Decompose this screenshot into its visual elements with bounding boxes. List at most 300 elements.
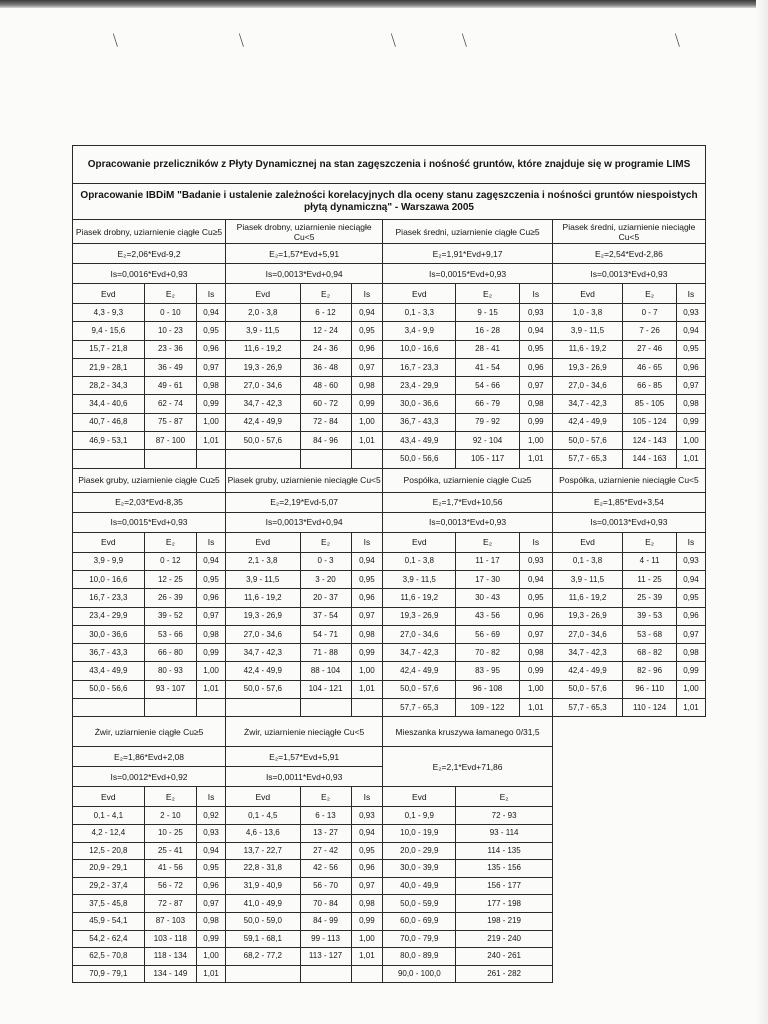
table-cell: 17 - 30 bbox=[456, 570, 519, 588]
table-cell: 30,0 - 39,9 bbox=[383, 860, 456, 878]
scan-right-edge bbox=[756, 0, 768, 1024]
table-cell: 57,7 - 65,3 bbox=[552, 450, 622, 468]
table-cell: 27,0 - 34,6 bbox=[226, 377, 300, 395]
column-header: Evd bbox=[226, 284, 300, 304]
table-cell: 20,0 - 29,9 bbox=[383, 842, 456, 860]
table-cell: 1,00 bbox=[197, 662, 226, 680]
table-cell bbox=[226, 965, 300, 983]
table-cell: 0,1 - 3,8 bbox=[383, 552, 456, 570]
table-cell: 11,6 - 19,2 bbox=[226, 589, 300, 607]
table-cell: 11,6 - 19,2 bbox=[552, 589, 622, 607]
hole-punch-mark: ⟋ bbox=[455, 31, 475, 49]
column-header: E₂ bbox=[300, 532, 351, 552]
table-cell bbox=[300, 965, 351, 983]
table-cell: 20,9 - 29,1 bbox=[73, 860, 145, 878]
table-cell: 37 - 54 bbox=[300, 607, 351, 625]
table-cell: 0,96 bbox=[197, 340, 226, 358]
table-cell: 1,01 bbox=[676, 699, 705, 717]
table-cell: 48 - 60 bbox=[300, 377, 351, 395]
table-cell: 177 - 198 bbox=[456, 895, 553, 913]
table-cell: 0,99 bbox=[197, 395, 226, 413]
table-cell: 4,3 - 9,3 bbox=[73, 304, 145, 322]
table-cell: 0,93 bbox=[197, 824, 226, 842]
hole-punch-mark: ⟋ bbox=[232, 31, 252, 49]
e2-formula: E₂=1,85*Evd+3,54 bbox=[552, 492, 705, 512]
table-cell: 28,2 - 34,3 bbox=[73, 377, 145, 395]
column-header: Is bbox=[351, 284, 383, 304]
table-cell: 42,4 - 49,9 bbox=[226, 662, 300, 680]
table-cell: 9 - 15 bbox=[456, 304, 519, 322]
table-cell: 6 - 13 bbox=[300, 807, 351, 825]
column-header: Is bbox=[676, 532, 705, 552]
table-cell: 85 - 105 bbox=[623, 395, 677, 413]
table-cell: 12 - 24 bbox=[300, 322, 351, 340]
table-cell bbox=[351, 699, 383, 717]
table-cell: 46 - 65 bbox=[623, 358, 677, 376]
table-cell: 72 - 93 bbox=[456, 807, 553, 825]
soil-type-name: Żwir, uziarnienie ciągłe Cu≥5 bbox=[73, 717, 226, 747]
table-cell: 31,9 - 40,9 bbox=[226, 877, 300, 895]
table-cell: 105 - 124 bbox=[623, 413, 677, 431]
table-cell: 109 - 122 bbox=[456, 699, 519, 717]
table-cell: 0 - 12 bbox=[144, 552, 196, 570]
table-cell: 19,3 - 26,9 bbox=[552, 607, 622, 625]
table-cell: 0,1 - 9,9 bbox=[383, 807, 456, 825]
table-cell: 16,7 - 23,3 bbox=[73, 589, 145, 607]
table-cell: 70,9 - 79,1 bbox=[73, 965, 145, 983]
table-cell: 21,9 - 28,1 bbox=[73, 358, 145, 376]
column-header: E₂ bbox=[300, 787, 351, 807]
column-header: Evd bbox=[383, 284, 456, 304]
table-cell: 75 - 87 bbox=[144, 413, 196, 431]
table-cell: 56 - 70 bbox=[300, 877, 351, 895]
table-cell: 62,5 - 70,8 bbox=[73, 948, 145, 966]
table-cell: 66 - 85 bbox=[623, 377, 677, 395]
table-cell: 23,4 - 29,9 bbox=[73, 607, 145, 625]
table-cell: 10,0 - 19,9 bbox=[383, 824, 456, 842]
table-cell: 6 - 12 bbox=[300, 304, 351, 322]
table-cell: 0,98 bbox=[351, 895, 383, 913]
table-cell: 36 - 49 bbox=[144, 358, 196, 376]
table-cell: 27,0 - 34,6 bbox=[552, 625, 622, 643]
table-cell: 27,0 - 34,6 bbox=[226, 625, 300, 643]
table-cell: 13,7 - 22,7 bbox=[226, 842, 300, 860]
table-cell: 0,97 bbox=[351, 607, 383, 625]
e2-formula: E₂=2,1*Evd+71,86 bbox=[383, 747, 553, 787]
table-cell: 4 - 11 bbox=[623, 552, 677, 570]
table-cell: 30,0 - 36,6 bbox=[383, 395, 456, 413]
table-cell: 49 - 61 bbox=[144, 377, 196, 395]
table-cell: 0,95 bbox=[676, 589, 705, 607]
table-cell: 50,0 - 59,0 bbox=[226, 912, 300, 930]
table-cell: 50,0 - 56,6 bbox=[73, 680, 145, 698]
table-cell: 34,7 - 42,3 bbox=[552, 644, 622, 662]
is-formula: Is=0,0011*Evd+0,93 bbox=[226, 767, 383, 787]
table-cell: 0,1 - 4,5 bbox=[226, 807, 300, 825]
table-cell: 156 - 177 bbox=[456, 877, 553, 895]
table-cell: 34,7 - 42,3 bbox=[226, 395, 300, 413]
is-formula: Is=0,0013*Evd+0,93 bbox=[552, 264, 705, 284]
table-cell: 0,95 bbox=[519, 340, 552, 358]
table-cell: 24 - 36 bbox=[300, 340, 351, 358]
correlation-table bbox=[72, 145, 706, 983]
table-cell: 11,6 - 19,2 bbox=[383, 589, 456, 607]
table-cell: 41 - 56 bbox=[144, 860, 196, 878]
table-cell: 1,0 - 3,8 bbox=[552, 304, 622, 322]
table-cell: 23,4 - 29,9 bbox=[383, 377, 456, 395]
table-cell: 30 - 43 bbox=[456, 589, 519, 607]
table-cell: 1,00 bbox=[676, 680, 705, 698]
table-cell: 27 - 46 bbox=[623, 340, 677, 358]
table-cell: 28 - 41 bbox=[456, 340, 519, 358]
table-cell: 0,96 bbox=[351, 340, 383, 358]
table-cell: 1,01 bbox=[197, 680, 226, 698]
table-cell: 36,7 - 43,3 bbox=[73, 644, 145, 662]
table-cell: 0,93 bbox=[351, 807, 383, 825]
table-cell: 261 - 282 bbox=[456, 965, 553, 983]
table-cell: 0,99 bbox=[351, 395, 383, 413]
table-cell: 10,0 - 16,6 bbox=[73, 570, 145, 588]
table-cell: 103 - 118 bbox=[144, 930, 196, 948]
table-cell: 1,00 bbox=[197, 948, 226, 966]
table-cell: 1,00 bbox=[351, 413, 383, 431]
table-cell: 0,99 bbox=[197, 930, 226, 948]
table-cell: 11 - 25 bbox=[623, 570, 677, 588]
table-cell: 0,93 bbox=[676, 304, 705, 322]
column-header: Evd bbox=[226, 787, 300, 807]
table-cell: 3,9 - 11,5 bbox=[226, 570, 300, 588]
table-cell: 41,0 - 49,9 bbox=[226, 895, 300, 913]
is-formula: Is=0,0012*Evd+0,92 bbox=[73, 767, 226, 787]
e2-formula: E₂=2,03*Evd-8,35 bbox=[73, 492, 226, 512]
table-cell: 0,95 bbox=[197, 570, 226, 588]
table-cell: 240 - 261 bbox=[456, 948, 553, 966]
table-cell: 2 - 10 bbox=[144, 807, 196, 825]
table-cell: 0,95 bbox=[351, 570, 383, 588]
table-cell: 3,9 - 9,9 bbox=[73, 552, 145, 570]
table-cell: 3,9 - 11,5 bbox=[552, 322, 622, 340]
column-header: Is bbox=[519, 284, 552, 304]
table-cell: 19,3 - 26,9 bbox=[226, 358, 300, 376]
table-cell: 80,0 - 89,9 bbox=[383, 948, 456, 966]
table-cell: 34,7 - 42,3 bbox=[226, 644, 300, 662]
table-cell bbox=[73, 699, 145, 717]
table-cell: 1,01 bbox=[197, 965, 226, 983]
table-cell: 0,94 bbox=[519, 322, 552, 340]
table-cell: 0,97 bbox=[197, 607, 226, 625]
table-cell: 88 - 104 bbox=[300, 662, 351, 680]
soil-type-name: Piasek średni, uziarnienie ciągłe Cu≥5 bbox=[383, 220, 553, 244]
table-cell: 0,97 bbox=[197, 358, 226, 376]
e2-formula: E₂=1,91*Evd+9,17 bbox=[383, 244, 553, 264]
table-cell: 34,7 - 42,3 bbox=[383, 644, 456, 662]
table-cell bbox=[300, 450, 351, 468]
table-cell: 70 - 84 bbox=[300, 895, 351, 913]
column-header: Is bbox=[676, 284, 705, 304]
table-cell: 1,01 bbox=[676, 450, 705, 468]
table-cell: 1,00 bbox=[519, 680, 552, 698]
table-cell: 0,98 bbox=[676, 644, 705, 662]
table-cell: 84 - 99 bbox=[300, 912, 351, 930]
hole-punch-mark: ⟋ bbox=[384, 31, 404, 49]
is-formula: Is=0,0013*Evd+0,93 bbox=[552, 512, 705, 532]
table-cell: 43 - 56 bbox=[456, 607, 519, 625]
column-header: Evd bbox=[73, 532, 145, 552]
table-cell: 0,94 bbox=[519, 570, 552, 588]
table-cell: 50,0 - 57,6 bbox=[226, 680, 300, 698]
table-cell: 0,94 bbox=[197, 842, 226, 860]
table-cell: 0,99 bbox=[676, 662, 705, 680]
table-cell: 45,9 - 54,1 bbox=[73, 912, 145, 930]
table-cell: 0,97 bbox=[519, 625, 552, 643]
soil-type-name: Piasek średni, uziarnienie nieciągłe Cu<5 bbox=[552, 220, 705, 244]
table-cell bbox=[197, 450, 226, 468]
table-cell: 0,98 bbox=[351, 377, 383, 395]
table-cell: 0,98 bbox=[197, 377, 226, 395]
table-cell: 0,99 bbox=[519, 413, 552, 431]
table-cell: 68 - 82 bbox=[623, 644, 677, 662]
table-cell: 27,0 - 34,6 bbox=[383, 625, 456, 643]
table-cell: 37,5 - 45,8 bbox=[73, 895, 145, 913]
table-cell: 43,4 - 49,9 bbox=[383, 432, 456, 450]
table-cell: 0,97 bbox=[519, 377, 552, 395]
table-cell: 19,3 - 26,9 bbox=[552, 358, 622, 376]
table-cell: 40,0 - 49,9 bbox=[383, 877, 456, 895]
column-header: E₂ bbox=[144, 532, 196, 552]
table-cell: 2,0 - 3,8 bbox=[226, 304, 300, 322]
table-cell: 53 - 68 bbox=[623, 625, 677, 643]
table-cell: 71 - 88 bbox=[300, 644, 351, 662]
table-cell: 40,7 - 46,8 bbox=[73, 413, 145, 431]
table-cell: 0,93 bbox=[519, 304, 552, 322]
table-cell bbox=[226, 450, 300, 468]
table-cell: 0,99 bbox=[676, 413, 705, 431]
table-cell: 82 - 96 bbox=[623, 662, 677, 680]
table-cell: 0 - 10 bbox=[144, 304, 196, 322]
empty-area bbox=[552, 717, 705, 983]
table-cell: 0,97 bbox=[351, 877, 383, 895]
table-cell: 16,7 - 23,3 bbox=[383, 358, 456, 376]
table-cell: 96 - 108 bbox=[456, 680, 519, 698]
table-cell: 46,9 - 53,1 bbox=[73, 432, 145, 450]
soil-type-name: Żwir, uziarnienie nieciągłe Cu<5 bbox=[226, 717, 383, 747]
table-cell: 27 - 42 bbox=[300, 842, 351, 860]
soil-type-name: Piasek gruby, uziarnienie nieciągłe Cu<5 bbox=[226, 468, 383, 492]
table-cell: 72 - 87 bbox=[144, 895, 196, 913]
table-cell: 0,96 bbox=[351, 860, 383, 878]
table-cell: 0,94 bbox=[351, 824, 383, 842]
title-ibdim: Opracowanie IBDiM "Badanie i ustalenie zależności korelacyjnych dla oceny stanu zagęszczenia i nośności gruntów niespoistych płytą dynamiczną" - Warszawa 2005 bbox=[73, 184, 706, 220]
table-cell: 39 - 53 bbox=[623, 607, 677, 625]
table-cell: 50,0 - 57,6 bbox=[552, 680, 622, 698]
table-cell: 96 - 110 bbox=[623, 680, 677, 698]
table-cell: 70,0 - 79,9 bbox=[383, 930, 456, 948]
table-cell: 36,7 - 43,3 bbox=[383, 413, 456, 431]
table-cell: 0,99 bbox=[519, 662, 552, 680]
table-cell: 29,2 - 37,4 bbox=[73, 877, 145, 895]
table-cell: 3,4 - 9,9 bbox=[383, 322, 456, 340]
hole-punch-mark: ⟋ bbox=[106, 31, 126, 49]
table-cell: 0,94 bbox=[676, 322, 705, 340]
table-cell: 30,0 - 36,6 bbox=[73, 625, 145, 643]
table-cell: 60 - 72 bbox=[300, 395, 351, 413]
table-cell: 0,95 bbox=[676, 340, 705, 358]
table-cell: 0,98 bbox=[197, 912, 226, 930]
table-cell: 0 - 7 bbox=[623, 304, 677, 322]
column-header: E₂ bbox=[456, 787, 553, 807]
table-cell: 50,0 - 57,6 bbox=[552, 432, 622, 450]
table-cell bbox=[73, 450, 145, 468]
e2-formula: E₂=1,7*Evd+10,56 bbox=[383, 492, 553, 512]
table-cell: 26 - 39 bbox=[144, 589, 196, 607]
table-cell: 144 - 163 bbox=[623, 450, 677, 468]
table-cell: 0,95 bbox=[197, 322, 226, 340]
is-formula: Is=0,0015*Evd+0,93 bbox=[73, 512, 226, 532]
table-cell: 66 - 79 bbox=[456, 395, 519, 413]
table-cell: 1,01 bbox=[351, 432, 383, 450]
table-cell: 0,94 bbox=[351, 552, 383, 570]
table-cell: 0,93 bbox=[519, 552, 552, 570]
table-cell: 105 - 117 bbox=[456, 450, 519, 468]
table-cell: 34,7 - 42,3 bbox=[552, 395, 622, 413]
table-cell: 54,2 - 62,4 bbox=[73, 930, 145, 948]
table-cell: 42,4 - 49,9 bbox=[226, 413, 300, 431]
table-cell: 2,1 - 3,8 bbox=[226, 552, 300, 570]
table-cell: 3,9 - 11,5 bbox=[383, 570, 456, 588]
table-cell: 11,6 - 19,2 bbox=[552, 340, 622, 358]
table-cell: 1,01 bbox=[351, 680, 383, 698]
table-cell: 0,96 bbox=[197, 877, 226, 895]
table-cell: 99 - 113 bbox=[300, 930, 351, 948]
column-header: E₂ bbox=[623, 284, 677, 304]
table-cell: 10,0 - 16,6 bbox=[383, 340, 456, 358]
table-cell: 1,01 bbox=[519, 699, 552, 717]
soil-type-name: Pospółka, uziarnienie nieciągłe Cu<5 bbox=[552, 468, 705, 492]
table-cell: 124 - 143 bbox=[623, 432, 677, 450]
table-cell: 50,0 - 56,6 bbox=[383, 450, 456, 468]
table-cell: 0,98 bbox=[676, 395, 705, 413]
table-cell: 56 - 69 bbox=[456, 625, 519, 643]
table-cell: 0,96 bbox=[676, 358, 705, 376]
e2-formula: E₂=2,54*Evd-2,86 bbox=[552, 244, 705, 264]
table-cell: 0,99 bbox=[351, 912, 383, 930]
table-cell: 0,1 - 3,3 bbox=[383, 304, 456, 322]
table-cell: 57,7 - 65,3 bbox=[552, 699, 622, 717]
table-cell: 11 - 17 bbox=[456, 552, 519, 570]
is-formula: Is=0,0016*Evd+0,93 bbox=[73, 264, 226, 284]
table-cell: 27,0 - 34,6 bbox=[552, 377, 622, 395]
table-cell: 84 - 96 bbox=[300, 432, 351, 450]
table-cell: 43,4 - 49,9 bbox=[73, 662, 145, 680]
table-cell: 36 - 48 bbox=[300, 358, 351, 376]
e2-formula: E₂=2,19*Evd-5,07 bbox=[226, 492, 383, 512]
table-cell: 0,92 bbox=[197, 807, 226, 825]
column-header: E₂ bbox=[300, 284, 351, 304]
table-cell: 0,98 bbox=[197, 625, 226, 643]
e2-formula: E₂=1,86*Evd+2,08 bbox=[73, 747, 226, 767]
table-cell: 72 - 84 bbox=[300, 413, 351, 431]
hole-punch-mark: ⟋ bbox=[668, 31, 688, 49]
table-cell: 0,98 bbox=[519, 395, 552, 413]
table-cell: 19,3 - 26,9 bbox=[383, 607, 456, 625]
table-cell: 42,4 - 49,9 bbox=[552, 413, 622, 431]
is-formula: Is=0,0013*Evd+0,94 bbox=[226, 512, 383, 532]
table-cell: 57,7 - 65,3 bbox=[383, 699, 456, 717]
table-cell: 12,5 - 20,8 bbox=[73, 842, 145, 860]
table-cell: 34,4 - 40,6 bbox=[73, 395, 145, 413]
table-cell: 4,2 - 12,4 bbox=[73, 824, 145, 842]
table-cell: 39 - 52 bbox=[144, 607, 196, 625]
table-cell: 68,2 - 77,2 bbox=[226, 948, 300, 966]
e2-formula: E₂=1,57*Evd+5,91 bbox=[226, 747, 383, 767]
column-header: E₂ bbox=[144, 787, 196, 807]
table-cell: 41 - 54 bbox=[456, 358, 519, 376]
table-cell: 13 - 27 bbox=[300, 824, 351, 842]
table-cell: 3 - 20 bbox=[300, 570, 351, 588]
table-cell: 62 - 74 bbox=[144, 395, 196, 413]
table-cell: 10 - 25 bbox=[144, 824, 196, 842]
table-cell: 7 - 26 bbox=[623, 322, 677, 340]
table-cell: 113 - 127 bbox=[300, 948, 351, 966]
column-header: Is bbox=[519, 532, 552, 552]
table-cell: 42,4 - 49,9 bbox=[383, 662, 456, 680]
table-cell: 87 - 100 bbox=[144, 432, 196, 450]
table-cell: 0,96 bbox=[519, 358, 552, 376]
table-cell: 198 - 219 bbox=[456, 912, 553, 930]
table-cell: 22,8 - 31,8 bbox=[226, 860, 300, 878]
table-cell bbox=[144, 699, 196, 717]
table-cell: 3,9 - 11,5 bbox=[552, 570, 622, 588]
table-cell: 92 - 104 bbox=[456, 432, 519, 450]
table-cell: 3,9 - 11,5 bbox=[226, 322, 300, 340]
table-cell: 1,00 bbox=[351, 662, 383, 680]
table-cell: 110 - 124 bbox=[623, 699, 677, 717]
is-formula: Is=0,0013*Evd+0,93 bbox=[383, 512, 553, 532]
table-cell: 0,93 bbox=[676, 552, 705, 570]
table-cell: 219 - 240 bbox=[456, 930, 553, 948]
table-cell: 53 - 66 bbox=[144, 625, 196, 643]
table-cell: 0,94 bbox=[351, 304, 383, 322]
table-cell: 0,97 bbox=[676, 377, 705, 395]
e2-formula: E₂=2,06*Evd-9,2 bbox=[73, 244, 226, 264]
column-header: Evd bbox=[383, 532, 456, 552]
table-cell: 4,6 - 13,6 bbox=[226, 824, 300, 842]
table-cell: 93 - 107 bbox=[144, 680, 196, 698]
soil-type-name: Piasek drobny, uziarnienie ciągłe Cu≥5 bbox=[73, 220, 226, 244]
column-header: Evd bbox=[226, 532, 300, 552]
table-cell: 20 - 37 bbox=[300, 589, 351, 607]
table-cell: 0,97 bbox=[351, 358, 383, 376]
table-cell: 0,96 bbox=[676, 607, 705, 625]
table-cell bbox=[197, 699, 226, 717]
table-cell: 50,0 - 57,6 bbox=[383, 680, 456, 698]
table-cell: 0,99 bbox=[351, 644, 383, 662]
column-header: Evd bbox=[383, 787, 456, 807]
soil-type-name: Mieszanka kruszywa łamanego 0/31,5 bbox=[383, 717, 553, 747]
table-cell: 60,0 - 69,9 bbox=[383, 912, 456, 930]
table-cell: 12 - 25 bbox=[144, 570, 196, 588]
table-cell: 42 - 56 bbox=[300, 860, 351, 878]
table-cell: 25 - 39 bbox=[623, 589, 677, 607]
column-header: Evd bbox=[552, 284, 622, 304]
column-header: Is bbox=[197, 787, 226, 807]
table-cell bbox=[226, 699, 300, 717]
table-cell: 0,95 bbox=[519, 589, 552, 607]
table-cell: 56 - 72 bbox=[144, 877, 196, 895]
column-header: Evd bbox=[73, 787, 145, 807]
table-cell: 50,0 - 57,6 bbox=[226, 432, 300, 450]
table-cell: 0,95 bbox=[197, 860, 226, 878]
